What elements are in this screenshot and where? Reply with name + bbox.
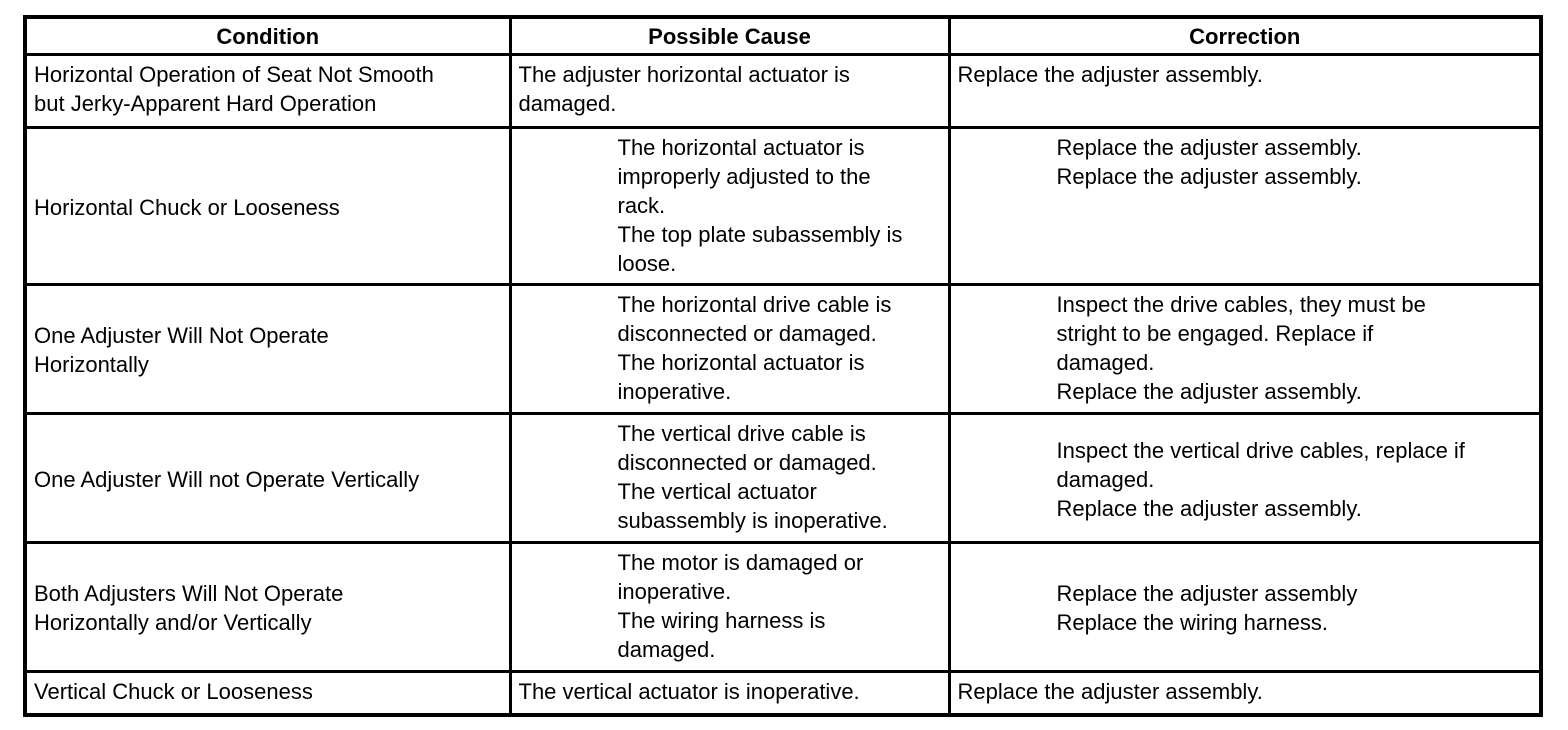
cause-line: inoperative. [617,379,732,404]
cause-line: loose. [617,251,677,276]
table-row [25,672,1541,716]
condition-line: Both Adjusters Will Not Operate [34,581,344,606]
correction-line: Replace the adjuster assembly. [957,62,1263,87]
cause-cell [510,672,949,716]
diagnosis-table [23,15,1543,717]
condition-cell [25,128,510,285]
cause-cell [510,414,949,543]
correction-cell [949,128,1541,285]
correction-line: Replace the adjuster assembly. [957,679,1263,704]
cause-line: damaged. [518,91,617,116]
cause-line: The vertical actuator [617,479,817,504]
condition-line: Vertical Chuck or Looseness [34,679,313,704]
correction-line: Replace the wiring harness. [1056,610,1328,635]
cause-line: The vertical drive cable is [617,421,866,446]
correction-line: Replace the adjuster assembly. [1056,495,1362,521]
condition-cell [25,672,510,716]
correction-cell [949,285,1541,414]
condition-cell [25,414,510,543]
cause-line: The motor is damaged or [617,550,864,575]
cause-cell [510,285,949,414]
correction-line: Replace the adjuster assembly. [1056,379,1362,404]
correction-line: Inspect the vertical drive cables, replace if [1056,437,1465,463]
correction-cell [949,672,1541,716]
condition-cell [25,543,510,672]
cause-line: disconnected or damaged. [617,450,877,475]
header-condition: Condition [25,17,510,55]
correction-cell [949,55,1541,128]
condition-line: Horizontal Operation of Seat Not Smooth [34,62,434,87]
table-row [25,414,1541,543]
cause-line: subassembly is inoperative. [617,508,888,533]
cause-line: improperly adjusted to the [617,164,871,189]
cause-line: The adjuster horizontal actuator is [518,62,850,87]
cause-line: disconnected or damaged. [617,321,877,346]
condition-cell [25,55,510,128]
condition-line: One Adjuster Will Not Operate [34,323,329,348]
cause-cell [510,55,949,128]
correction-line: Inspect the drive cables, they must be [1056,292,1426,317]
cause-line: The horizontal actuator is [617,135,865,160]
cause-line: The vertical actuator is inoperative. [518,679,860,704]
correction-line: Replace the adjuster assembly [1056,581,1358,606]
condition-line: Horizontally [34,352,149,377]
condition-cell [25,285,510,414]
condition-line: Horizontal Chuck or Looseness [34,194,340,220]
cause-line: The horizontal drive cable is [617,292,892,317]
cause-line: The wiring harness is [617,608,826,633]
correction-cell [949,414,1541,543]
header-possible-cause: Possible Cause [510,17,949,55]
table-row [25,55,1541,128]
correction-line: Replace the adjuster assembly. [1056,135,1362,160]
cause-cell [510,128,949,285]
table-row [25,128,1541,285]
condition-line: One Adjuster Will not Operate Vertically [34,466,420,492]
header-correction: Correction [949,17,1541,55]
cause-line: rack. [617,193,666,218]
cause-cell [510,543,949,672]
correction-line: damaged. [1056,350,1155,375]
correction-line: Replace the adjuster assembly. [1056,164,1362,189]
condition-line: but Jerky-Apparent Hard Operation [34,91,377,116]
correction-line: damaged. [1056,466,1155,492]
cause-line: The top plate subassembly is [617,222,903,247]
table-header-row [25,17,1541,55]
table-row [25,285,1541,414]
cause-line: inoperative. [617,579,732,604]
condition-line: Horizontally and/or Vertically [34,610,312,635]
cause-line: damaged. [617,637,716,662]
correction-cell [949,543,1541,672]
correction-line: stright to be engaged. Replace if [1056,321,1374,346]
cause-line: The horizontal actuator is [617,350,865,375]
table-row [25,543,1541,672]
